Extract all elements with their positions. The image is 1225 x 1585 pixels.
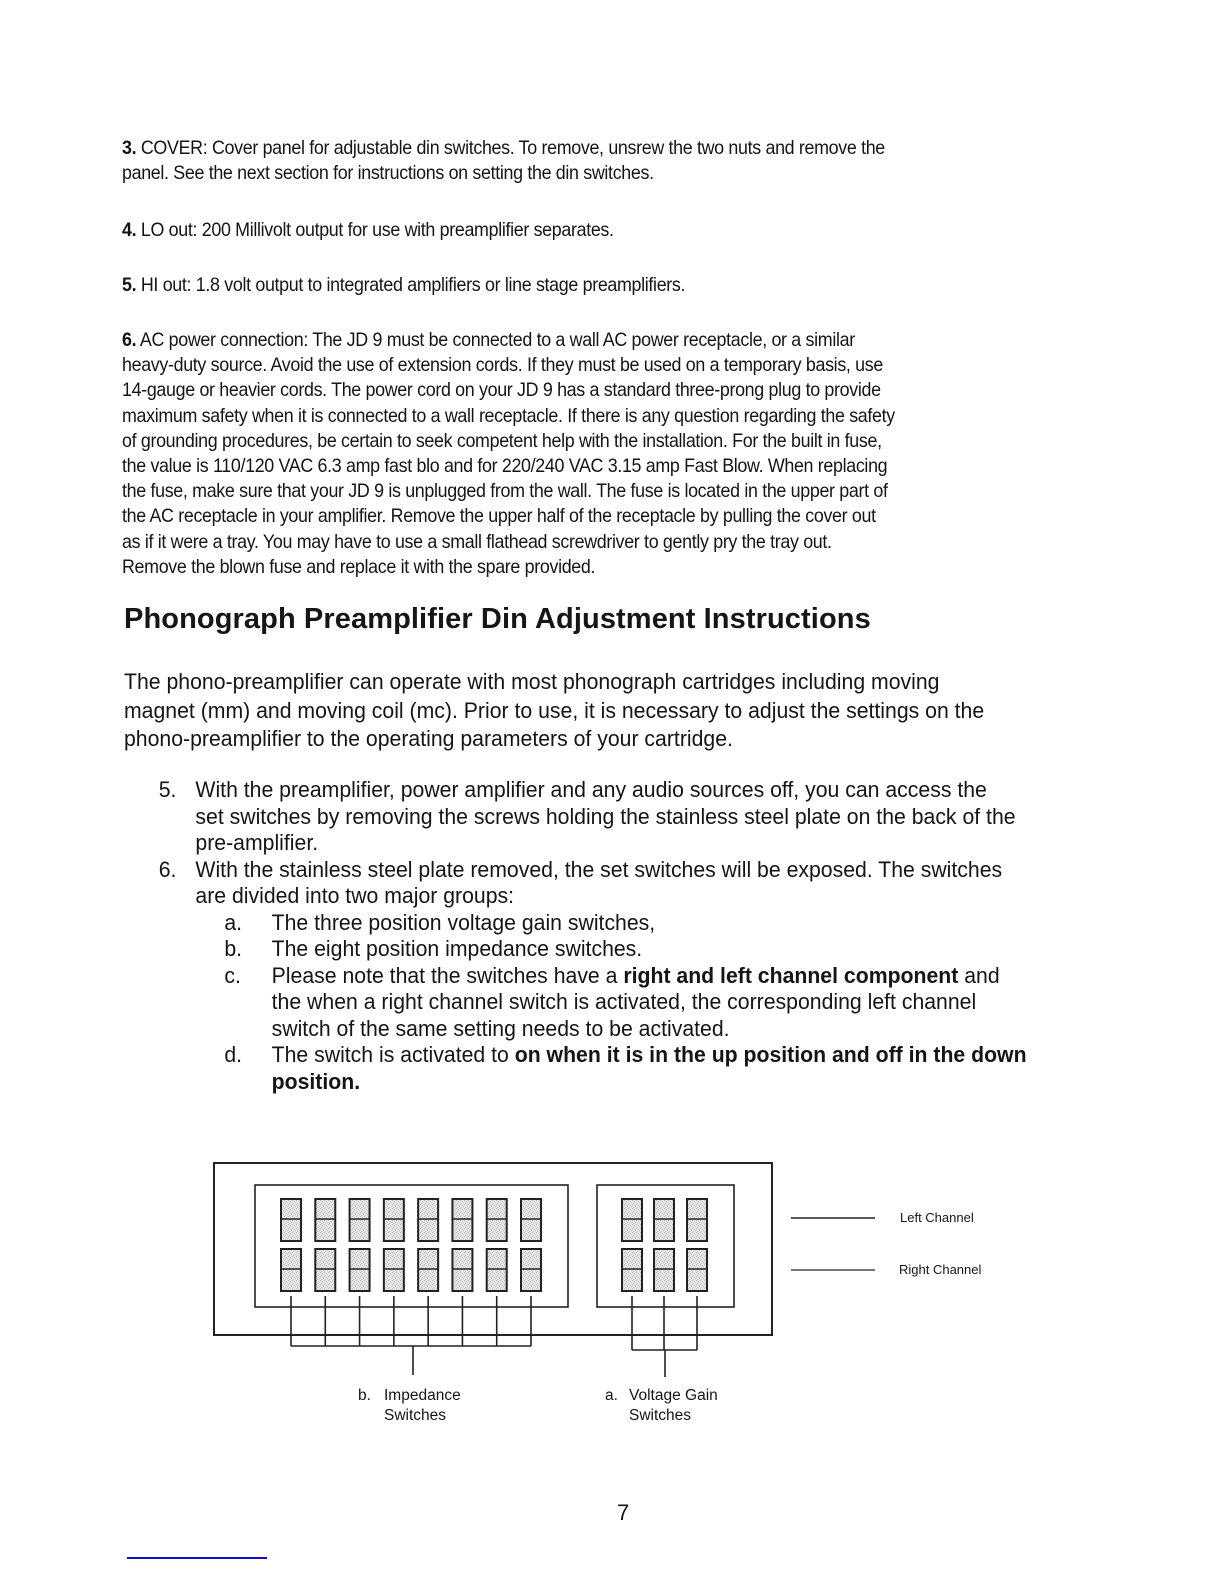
- item-text: the AC receptacle in your amplifier. Remove the upper half of the receptacle by pulling the cover out: [122, 506, 876, 528]
- impedance-switch-right-1[interactable]: [281, 1249, 301, 1291]
- substep-marker: c.: [224, 962, 241, 988]
- voltage-gain-switch-left-3[interactable]: [687, 1199, 707, 1241]
- impedance-switch-left-3[interactable]: [350, 1199, 370, 1241]
- substep-text-plain: The switch is activated to: [271, 1042, 515, 1067]
- substep-marker: a.: [224, 909, 243, 935]
- impedance-switch-left-7[interactable]: [487, 1199, 507, 1241]
- substep-text: the when a right channel switch is activated, the corresponding left channel: [271, 989, 977, 1014]
- step-marker: 5.: [158, 777, 177, 802]
- item-text: of grounding procedures, be certain to seek competent help with the installation. For the built in fuse,: [122, 430, 882, 452]
- impedance-switch-right-2[interactable]: [315, 1249, 335, 1291]
- item-text: the value is 110/120 VAC 6.3 amp fast blo and for 220/240 VAC 3.15 amp Fast Blow. When replacing: [122, 456, 888, 478]
- voltage-gain-switch-right-2[interactable]: [654, 1249, 674, 1291]
- step-text: With the stainless steel plate removed, the set switches will be exposed. The switches: [195, 856, 1003, 882]
- intro-text: The phono-preamplifier can operate with most phonograph cartridges including moving: [124, 669, 940, 694]
- substep-text-bold: position.: [271, 1068, 361, 1094]
- item-text: AC power connection: The JD 9 must be connected to a wall AC power receptacle, or a similar: [139, 330, 855, 351]
- impedance-switch-left-1[interactable]: [281, 1199, 301, 1241]
- substep-marker: d.: [224, 1042, 243, 1067]
- item-number: 4.: [122, 220, 137, 241]
- section-heading: Phonograph Preamplifier Din Adjustment Instructions: [124, 603, 871, 635]
- substep-text: switch of the same setting needs to be activated.: [271, 1015, 730, 1041]
- substep-text-bold: on when it is in the up position and off in the down: [514, 1042, 1027, 1067]
- step-text: With the preamplifier, power amplifier and any audio sources off, you can access the: [195, 777, 987, 802]
- footnote-separator: [127, 1557, 267, 1559]
- impedance-switch-right-5[interactable]: [418, 1249, 438, 1291]
- step-text: set switches by removing the screws holding the stainless steel plate on the back of the: [195, 803, 1016, 829]
- substep-marker: b.: [224, 936, 243, 961]
- label-marker: b.: [358, 1387, 371, 1404]
- page-number: 7: [617, 1500, 630, 1525]
- intro-text: magnet (mm) and moving coil (mc). Prior to use, it is necessary to adjust the settings on the: [124, 697, 985, 723]
- item-number: 6.: [122, 330, 137, 351]
- left-channel-label: Left Channel: [900, 1210, 974, 1225]
- impedance-switch-left-2[interactable]: [315, 1199, 335, 1241]
- item-text: the fuse, make sure that your JD 9 is unplugged from the wall. The fuse is located in the upper part of: [122, 481, 888, 503]
- voltage-gain-switch-left-2[interactable]: [654, 1199, 674, 1241]
- voltage-gain-switch-left-1[interactable]: [622, 1199, 642, 1241]
- item-text: COVER: Cover panel for adjustable din switches. To remove, unsrew the two nuts and remove the: [140, 138, 885, 159]
- intro-text: phono-preamplifier to the operating parameters of your cartridge.: [124, 726, 733, 751]
- step-text: pre-amplifier.: [195, 830, 319, 855]
- item-text: Remove the blown fuse and replace it with the spare provided.: [122, 556, 596, 578]
- voltage-gain-switch-right-3[interactable]: [687, 1249, 707, 1291]
- step-text: are divided into two major groups:: [195, 883, 515, 908]
- impedance-switch-left-8[interactable]: [521, 1199, 541, 1241]
- impedance-switch-left-6[interactable]: [452, 1199, 472, 1241]
- voltage-gain-switch-right-1[interactable]: [622, 1249, 642, 1291]
- impedance-switch-right-8[interactable]: [521, 1249, 541, 1291]
- item-text: HI out: 1.8 volt output to integrated amplifiers or line stage preamplifiers.: [140, 275, 686, 296]
- item-number: 3.: [122, 138, 137, 159]
- right-channel-label: Right Channel: [899, 1262, 982, 1277]
- item-text: heavy-duty source. Avoid the use of extension cords. If they must be used on a temporary basis, use: [122, 355, 883, 377]
- impedance-switch-left-5[interactable]: [418, 1199, 438, 1241]
- label-marker: a.: [605, 1387, 618, 1404]
- voltage-gain-switches-label: [605, 1386, 718, 1424]
- item-text: 14-gauge or heavier cords. The power cord on your JD 9 has a standard three-prong plug to provide: [122, 380, 881, 402]
- item-number: 5.: [122, 275, 137, 296]
- item-text: LO out: 200 Millivolt output for use with preamplifier separates.: [140, 220, 614, 241]
- label-text: Switches: [629, 1407, 692, 1424]
- label-text: Voltage Gain: [629, 1387, 718, 1404]
- impedance-switch-right-3[interactable]: [350, 1249, 370, 1291]
- impedance-switches-label: [358, 1386, 461, 1424]
- label-text: Switches: [384, 1407, 447, 1424]
- item-text: maximum safety when it is connected to a wall receptacle. If there is any question regarding the safety: [122, 405, 895, 427]
- item-text: panel. See the next section for instructions on setting the din switches.: [122, 163, 654, 185]
- impedance-switch-left-4[interactable]: [384, 1199, 404, 1241]
- impedance-switch-right-6[interactable]: [452, 1249, 472, 1291]
- label-text: Impedance: [384, 1387, 461, 1404]
- substep-text: The three position voltage gain switches,: [271, 909, 656, 935]
- substep-text-plain: and: [958, 962, 1000, 988]
- substep-text-bold: right and left channel component: [623, 962, 959, 988]
- substep-text: The eight position impedance switches.: [271, 936, 643, 961]
- impedance-switch-right-7[interactable]: [487, 1249, 507, 1291]
- substep-text-plain: Please note that the switches have a: [271, 962, 624, 988]
- step-marker: 6.: [158, 856, 177, 882]
- item-text: as if it were a tray. You may have to use a small flathead screwdriver to gently pry the tray out.: [122, 531, 832, 553]
- impedance-switch-right-4[interactable]: [384, 1249, 404, 1291]
